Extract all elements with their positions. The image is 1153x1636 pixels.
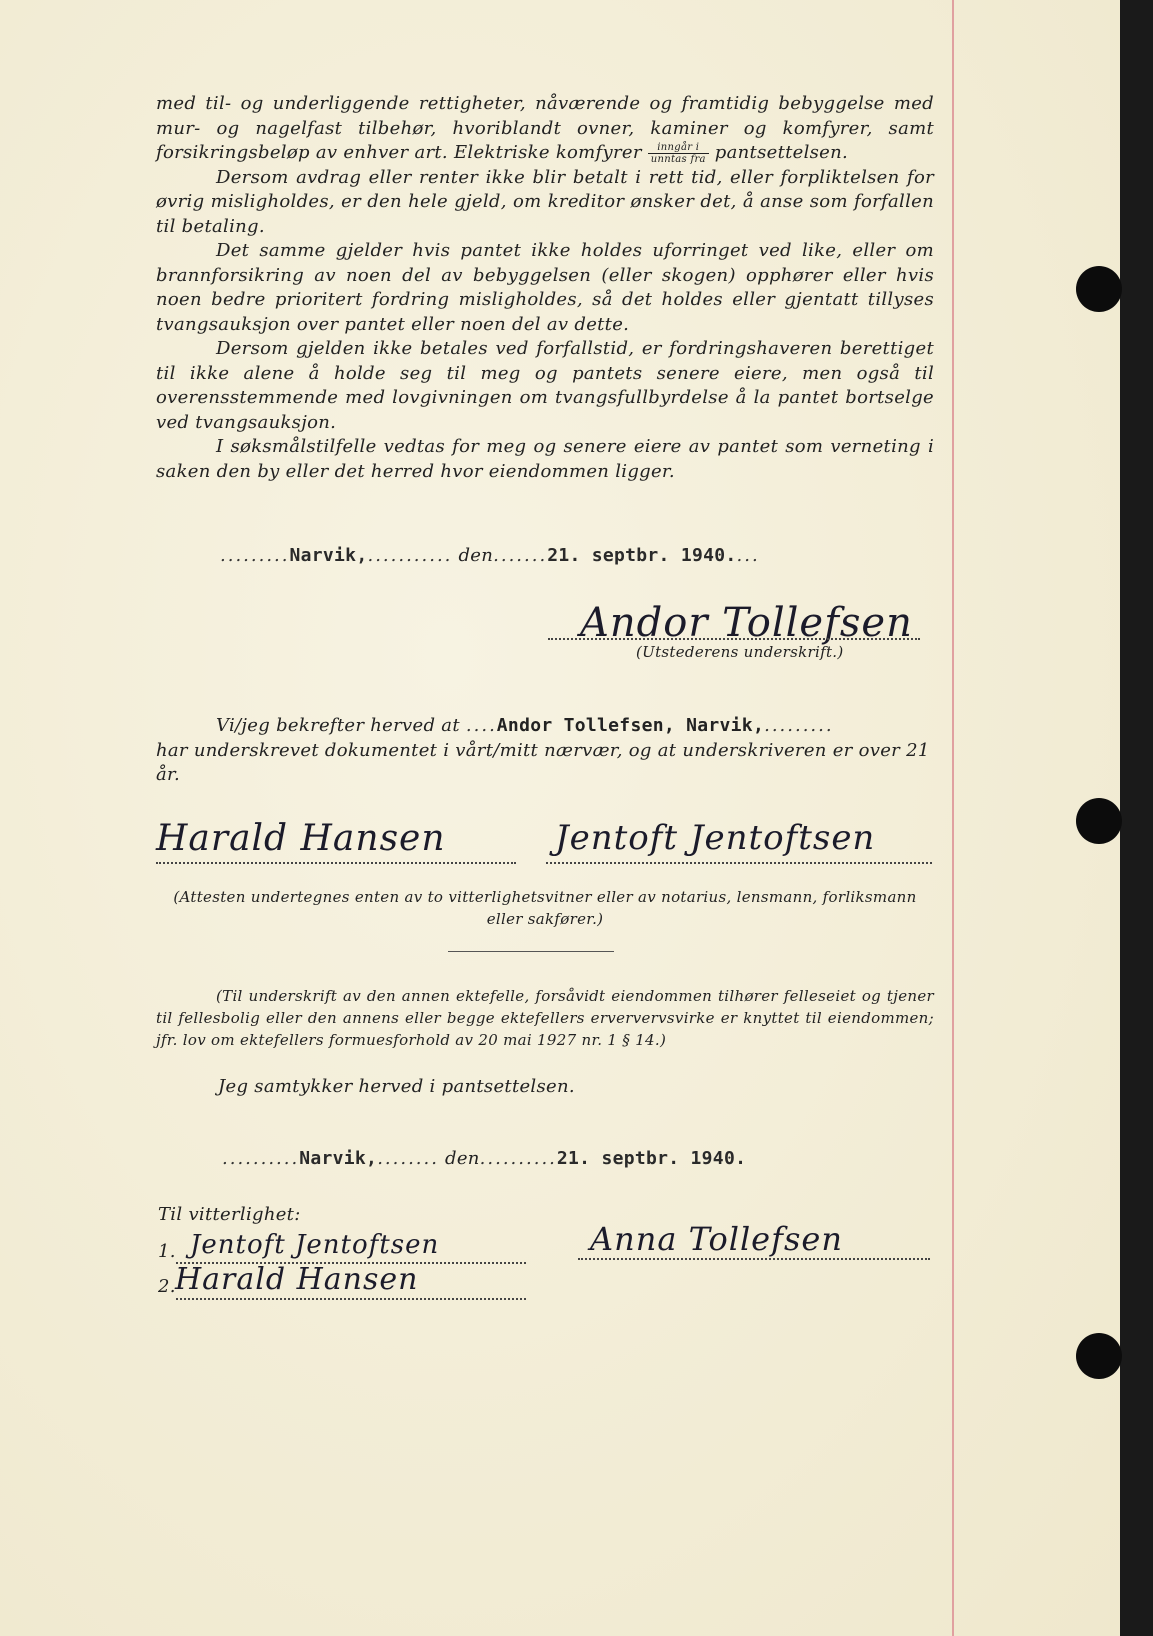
signature-line (548, 638, 920, 640)
fraction-top: inngår i (648, 142, 709, 154)
dots: ......... (764, 715, 834, 736)
date-line-2 (222, 1147, 922, 1172)
dots: ........ (377, 1148, 439, 1169)
signature-line (156, 862, 516, 864)
spouse-note-text: (Til underskrift av den annen ektefelle, forsåvidt eiendommen tilhører felleseiet og tjener til fellesbolig eller den annens eller begge ektefellers erververvsvirke er knyttet til eiendommen; jfr. lov om ektefellers formuesforhold av 20 mai 1927 nr. 1 § 14.) (156, 987, 934, 1049)
signature-line (546, 862, 932, 864)
paragraph-2: Dersom avdrag eller renter ikke blir betalt i rett tid, eller forpliktelsen for øvrig misligholdes, er den hele gjeld, om kreditor ønsker det, å anse som forfallen til betaling. (156, 166, 934, 237)
witness-signature-1: Jentoft Jentoftsen (190, 1230, 440, 1260)
spouse-signature: Anna Tollefsen (590, 1220, 843, 1258)
choice-fraction (648, 142, 709, 165)
attest-note: (Attesten undertegnes enten av to vitterlighetsvitner eller av notarius, lensmann, forliksmann eller sakfører.) (173, 888, 917, 928)
punch-hole (1076, 1333, 1122, 1379)
confirmation-lead: Vi/jeg bekrefter herved at (216, 715, 460, 736)
confirmation-text (156, 714, 934, 788)
dots: .... (465, 715, 497, 736)
paragraph-1-text: med til- og underliggende rettigheter, nåværende og framtidig bebyggelse med mur- og nagelfast tilbehør, hvoriblandt ovner, kaminer og komfyrer, samt forsikringsbeløp av enhver art. Elektriske komfyrer (156, 93, 934, 163)
place-2: Narvik, (299, 1148, 378, 1169)
date-line-1 (220, 544, 920, 569)
den-2: den (445, 1148, 480, 1169)
confirmation-filled: Andor Tollefsen, Narvik, (496, 715, 765, 736)
dots: ........... (367, 545, 453, 566)
spouse-note (156, 985, 934, 1051)
signature-line (578, 1258, 930, 1260)
margin-line (952, 0, 954, 1636)
confirmation-rest: har underskrevet dokumentet i vårt/mitt nærvær, og at underskriveren er over 21 år. (156, 739, 930, 785)
witness-signature-left: Harald Hansen (156, 818, 446, 859)
punch-hole (1076, 266, 1122, 312)
terms-text (156, 92, 934, 484)
dots: ... (736, 545, 760, 566)
consent-text: Jeg samtykker herved i pantsettelsen. (218, 1076, 575, 1097)
paragraph-5: I søksmålstilfelle vedtas for meg og senere eiere av pantet som verneting i saken den by eller det herred hvor eiendommen ligger. (156, 436, 934, 482)
witness-number-1: 1. (158, 1241, 176, 1262)
witness-label: Til vitterlighet: (158, 1204, 301, 1225)
dots: .......... (479, 1148, 557, 1169)
divider (448, 951, 614, 952)
issuer-signature: Andor Tollefsen (580, 600, 913, 646)
punch-hole (1076, 798, 1122, 844)
paragraph-1-end: pantsettelsen. (714, 142, 849, 163)
issuer-signature-caption: (Utstederens underskrift.) (636, 643, 844, 661)
witness-signature-right: Jentoft Jentoftsen (555, 818, 876, 858)
witness-signature-2: Harald Hansen (175, 1262, 419, 1297)
dots: .......... (222, 1148, 300, 1169)
den-1: den (458, 545, 494, 566)
dots: ....... (493, 545, 548, 566)
signature-line (176, 1298, 526, 1300)
date-1: 21. septbr. 1940. (547, 545, 737, 566)
paragraph-4: Dersom gjelden ikke betales ved forfallstid, er fordringshaveren berettiget til ikke alene å holde seg til meg og pantets senere eiere, men også til overensstemmende med lovgivningen om tvangsfullbyrdelse å la pantet bortselge ved tvangsauksjon. (156, 338, 934, 433)
fraction-bottom: unntas fra (650, 153, 706, 165)
dots: ......... (220, 545, 290, 566)
place-1: Narvik, (289, 545, 368, 566)
paragraph-1 (156, 92, 934, 166)
witness-number-2: 2. (158, 1276, 176, 1297)
paragraph-3: Det samme gjelder hvis pantet ikke holdes uforringet ved like, eller om brannforsikring av noen del av bebyggelsen (eller skogen) opphører eller hvis noen bedre prioritert fordring misligholdes, så det holdes eller gjentatt tillyses tvangsauksjon over pantet eller noen del av dette. (156, 240, 934, 335)
date-2: 21. septbr. 1940. (556, 1148, 747, 1169)
